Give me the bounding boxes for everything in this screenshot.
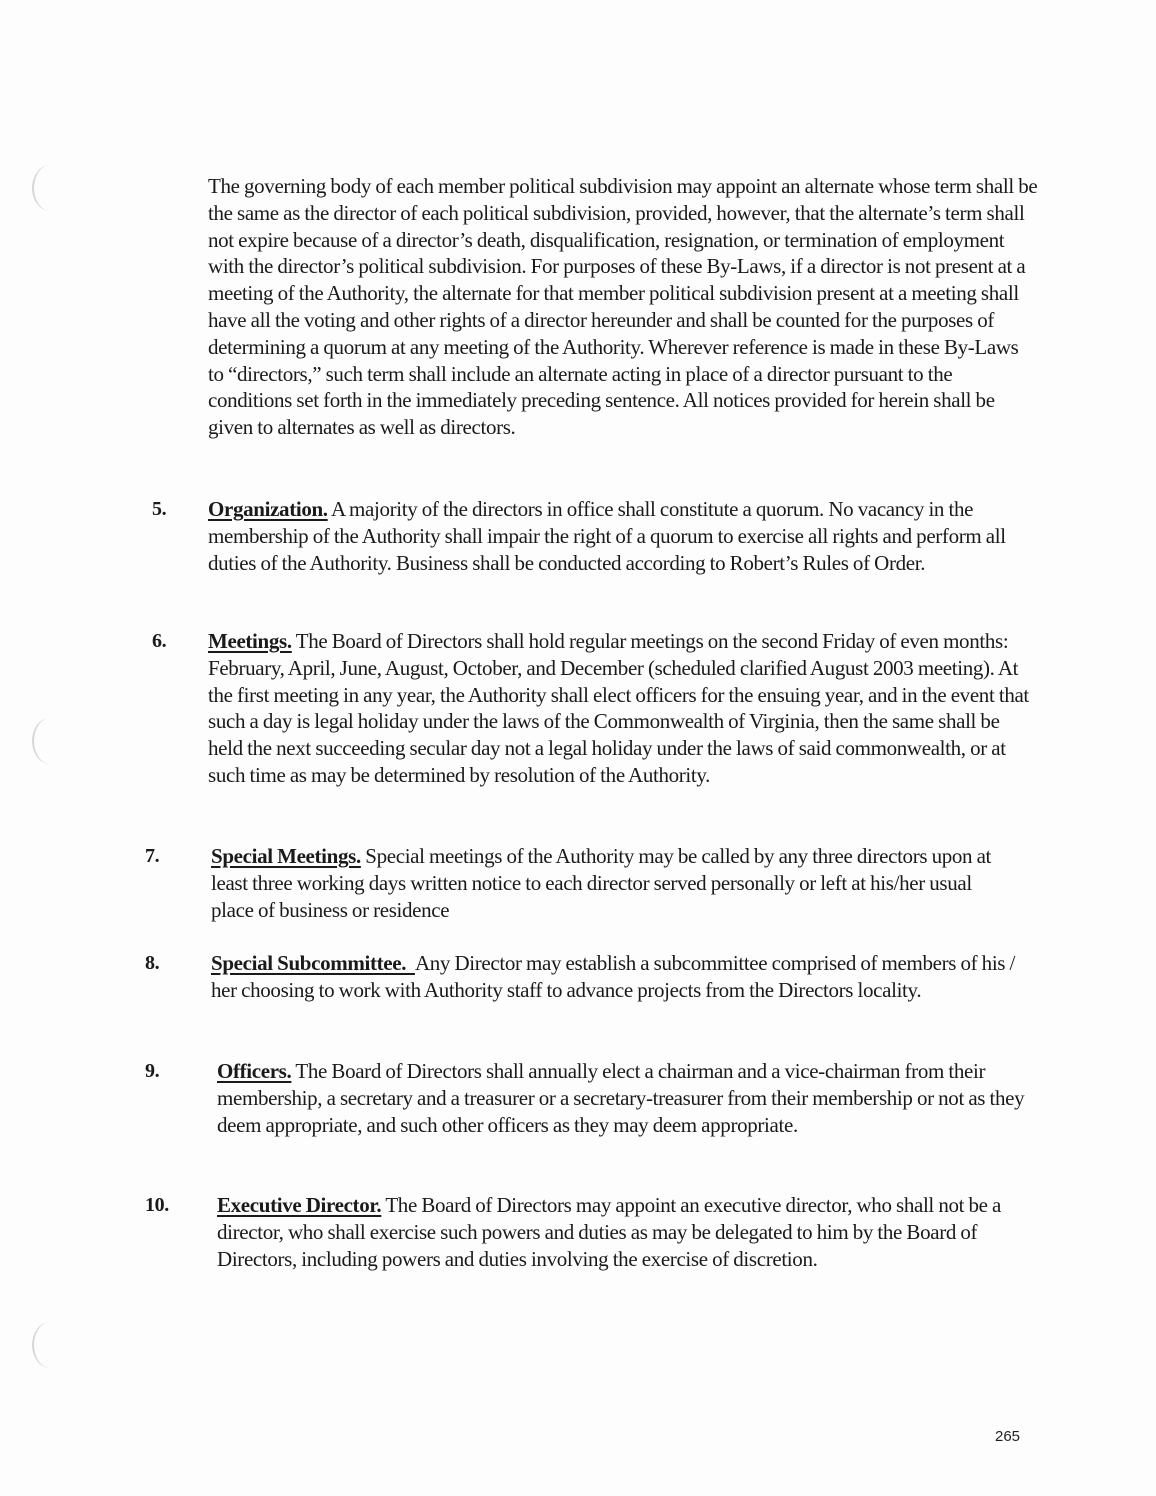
- section-number: 8.: [145, 952, 160, 974]
- section-body: [208, 496, 1038, 576]
- section-number: 5.: [152, 498, 167, 520]
- punch-hole-mark: [32, 165, 68, 211]
- section-body: [217, 1192, 1037, 1272]
- section-text: The Board of Directors shall annually elect a chairman and a vice-chairman from their membership, a secretary and a treasurer or a secretary-treasurer from their membership or not as they deem appropriate, and such other officers as they may deem appropriate.: [217, 1059, 1025, 1137]
- section-text: Special meetings of the Authority may be called by any three directors upon at least three working days written notice to each director served personally or left at his/her usual place of business or residence: [211, 844, 992, 922]
- section-body: [208, 628, 1038, 789]
- section-heading: Special Subcommittee.: [211, 951, 415, 975]
- punch-hole-mark: [32, 1322, 68, 1368]
- section-text: The Board of Directors shall hold regular meetings on the second Friday of even months: February, April, June, August, October, and December (scheduled clarified August 2003 meeting). At the first meeting in any year, the Authority shall elect officers for the ensuing year, and in the event that such a day is legal holiday under the laws of the Commonwealth of Virginia, then the same shall be held the next succeeding secular day not a legal holiday under the laws of said commonwealth, or at such time as may be determined by resolution of the Authority.: [208, 629, 1029, 787]
- section-heading: Organization.: [208, 497, 328, 521]
- section-heading: Meetings.: [208, 629, 292, 653]
- section-text: A majority of the directors in office shall constitute a quorum. No vacancy in the membership of the Authority shall impair the right of a quorum to exercise all rights and perform all duties of the Authority. Business shall be conducted according to Robert’s Rules of Order.: [208, 497, 1006, 575]
- section-heading: Special Meetings.: [211, 844, 361, 868]
- section-heading: Officers.: [217, 1059, 292, 1083]
- section-text: Any Director may establish a subcommittee comprised of members of his / her choosing to work with Authority staff to advance projects from the Directors locality.: [211, 951, 1016, 1002]
- section-heading: Executive Director.: [217, 1193, 382, 1217]
- section-text: The Board of Directors may appoint an executive director, who shall not be a director, who shall exercise such powers and duties as may be delegated to him by the Board of Directors, including powers and duties involving the exercise of discretion.: [217, 1193, 1001, 1271]
- section-number: 6.: [152, 630, 167, 652]
- page-number: 265: [995, 1428, 1021, 1445]
- section-body: [211, 950, 1031, 1004]
- section-body: [217, 1058, 1032, 1138]
- section-number: 9.: [145, 1060, 160, 1082]
- intro-paragraph: The governing body of each member political subdivision may appoint an alternate whose term shall be the same as the director of each political subdivision, provided, however, that the alternate’s term shall not expire because of a director’s death, disqualification, resignation, or termination of employment with the director’s political subdivision. For purposes of these By-Laws, if a director is not present at a meeting of the Authority, the alternate for that member political subdivision present at a meeting shall have all the voting and other rights of a director hereunder and shall be counted for the purposes of determining a quorum at any meeting of the Authority. Wherever reference is made in these By-Laws to “directors,” such term shall include an alternate acting in place of a director pursuant to the conditions set forth in the immediately preceding sentence. All notices provided for herein shall be given to alternates as well as directors.: [208, 174, 1038, 440]
- section-number: 7.: [145, 845, 160, 867]
- punch-hole-mark: [32, 718, 68, 764]
- section-number: 10.: [145, 1194, 169, 1216]
- section-body: [211, 843, 1011, 923]
